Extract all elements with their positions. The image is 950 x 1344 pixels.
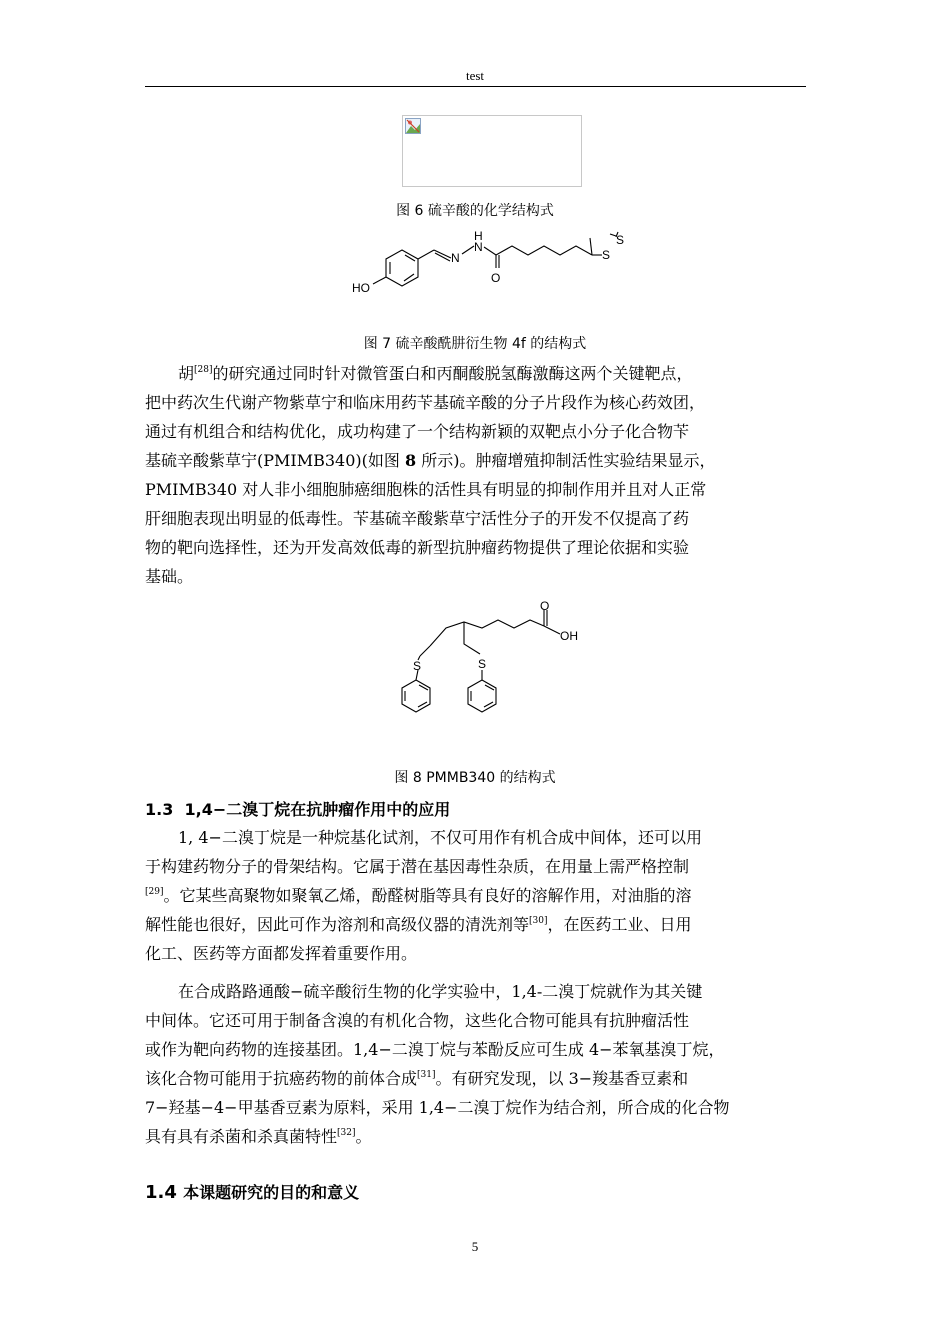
paragraph-line: 通过有机组合和结构优化，成功构建了一个结构新颖的双靶点小分子化合物苄 bbox=[145, 422, 690, 441]
figure-7-caption: 图 7 硫辛酸酰肼衍生物 4f 的结构式 bbox=[363, 336, 587, 352]
atom-n2: N bbox=[474, 240, 483, 254]
figure-6-caption: 图 6 硫辛酸的化学结构式 bbox=[396, 203, 554, 219]
header-rule bbox=[145, 86, 806, 87]
citation-ref: [32] bbox=[337, 1128, 356, 1138]
atom-nh-h: H bbox=[474, 229, 483, 243]
atom-o: O bbox=[491, 271, 501, 285]
paragraph-line: 基硫辛酸紫草宁(PMIMB340)(如图 8 所示)。肿瘤增殖抑制活性实验结果显示， bbox=[145, 451, 716, 470]
paragraph-line: 中间体。它还可用于制备含溴的有机化合物，这些化合物可能具有抗肿瘤活性 bbox=[145, 1011, 690, 1030]
citation-ref: [28] bbox=[194, 365, 213, 375]
benzene-ring bbox=[386, 250, 418, 286]
paragraph-line: 具有具有杀菌和杀真菌特性[32]。 bbox=[145, 1127, 372, 1146]
paragraph-line: [29]。它某些高聚物如聚氧乙烯，酚醛树脂等具有良好的溶解作用，对油脂的溶 bbox=[145, 886, 692, 905]
atom-s1: S bbox=[616, 233, 625, 247]
paragraph-line: 物的靶向选择性，还为开发高效低毒的新型抗肿瘤药物提供了理论依据和实验 bbox=[145, 538, 690, 557]
figure-8-structure bbox=[380, 600, 600, 730]
atom-n1: N bbox=[451, 251, 460, 265]
paragraph-line: 化工、医药等方面都发挥着重要作用。 bbox=[145, 944, 418, 963]
paragraph-1 bbox=[145, 359, 810, 591]
paragraph-line: PMIMB340 对人非小细胞肺癌细胞株的活性具有明显的抑制作用并且对人正常 bbox=[145, 480, 707, 499]
atom-oh: OH bbox=[560, 629, 578, 643]
paragraph-line: 解性能也很好，因此可作为溶剂和高级仪器的清洗剂等[30]，在医药工业、日用 bbox=[145, 915, 692, 934]
paragraph-3 bbox=[145, 977, 810, 1151]
phenyl-ring-left bbox=[402, 680, 430, 712]
paragraph-line: 把中药次生代谢产物紫草宁和临床用药苄基硫辛酸的分子片段作为核心药效团， bbox=[145, 393, 706, 412]
figure-ref: 8 bbox=[404, 451, 417, 470]
citation-ref: [30] bbox=[529, 916, 548, 926]
phenyl-ring-right bbox=[468, 680, 496, 712]
atom-s2: S bbox=[602, 248, 611, 262]
paragraph-line: 1, 4−二溴丁烷是一种烷基化试剂，不仅可用作有机合成中间体，还可以用 bbox=[178, 828, 702, 847]
figure-8-caption: 图 8 PMMB340 的结构式 bbox=[394, 770, 556, 786]
section-heading-1-4: 1.4 本课题研究的目的和意义 bbox=[145, 1182, 360, 1203]
page-header: test bbox=[465, 68, 485, 83]
paragraph-line: 或作为靶向药物的连接基团。1,4−二溴丁烷与苯酚反应可生成 4−苯氧基溴丁烷， bbox=[145, 1040, 725, 1059]
paragraph-line: 于构建药物分子的骨架结构。它属于潜在基因毒性杂质，在用量上需严格控制 bbox=[145, 857, 690, 876]
paragraph-line: 基础。 bbox=[145, 567, 194, 586]
atom-s2: S bbox=[478, 657, 487, 671]
broken-image-placeholder bbox=[402, 115, 582, 187]
paragraph-line: 胡[28]的研究通过同时针对微管蛋白和丙酮酸脱氢酶激酶这两个关键靶点， bbox=[178, 364, 693, 383]
paragraph-line: 7−羟基−4−甲基香豆素为原料，采用 1,4−二溴丁烷作为结合剂，所合成的化合物 bbox=[145, 1098, 730, 1117]
paragraph-line: 在合成路路通酸−硫辛酸衍生物的化学实验中，1,4-二溴丁烷就作为其关键 bbox=[178, 982, 703, 1001]
broken-image-icon bbox=[405, 118, 421, 134]
paragraph-2 bbox=[145, 823, 810, 968]
citation-ref: [29] bbox=[145, 887, 164, 897]
paragraph-line: 肝细胞表现出明显的低毒性。苄基硫辛酸紫草宁活性分子的开发不仅提高了药 bbox=[145, 509, 690, 528]
citation-ref: [31] bbox=[417, 1070, 436, 1080]
section-heading-1-3: 1.3 1,4−二溴丁烷在抗肿瘤作用中的应用 bbox=[145, 800, 451, 819]
atom-o: O bbox=[540, 600, 550, 613]
atom-ho: HO bbox=[352, 281, 370, 295]
page-number: 5 bbox=[471, 1239, 479, 1254]
figure-7-structure bbox=[340, 222, 640, 302]
paragraph-line: 该化合物可能用于抗癌药物的前体合成[31]。有研究发现，以 3−羧基香豆素和 bbox=[145, 1069, 689, 1088]
atom-s1: S bbox=[413, 659, 422, 673]
